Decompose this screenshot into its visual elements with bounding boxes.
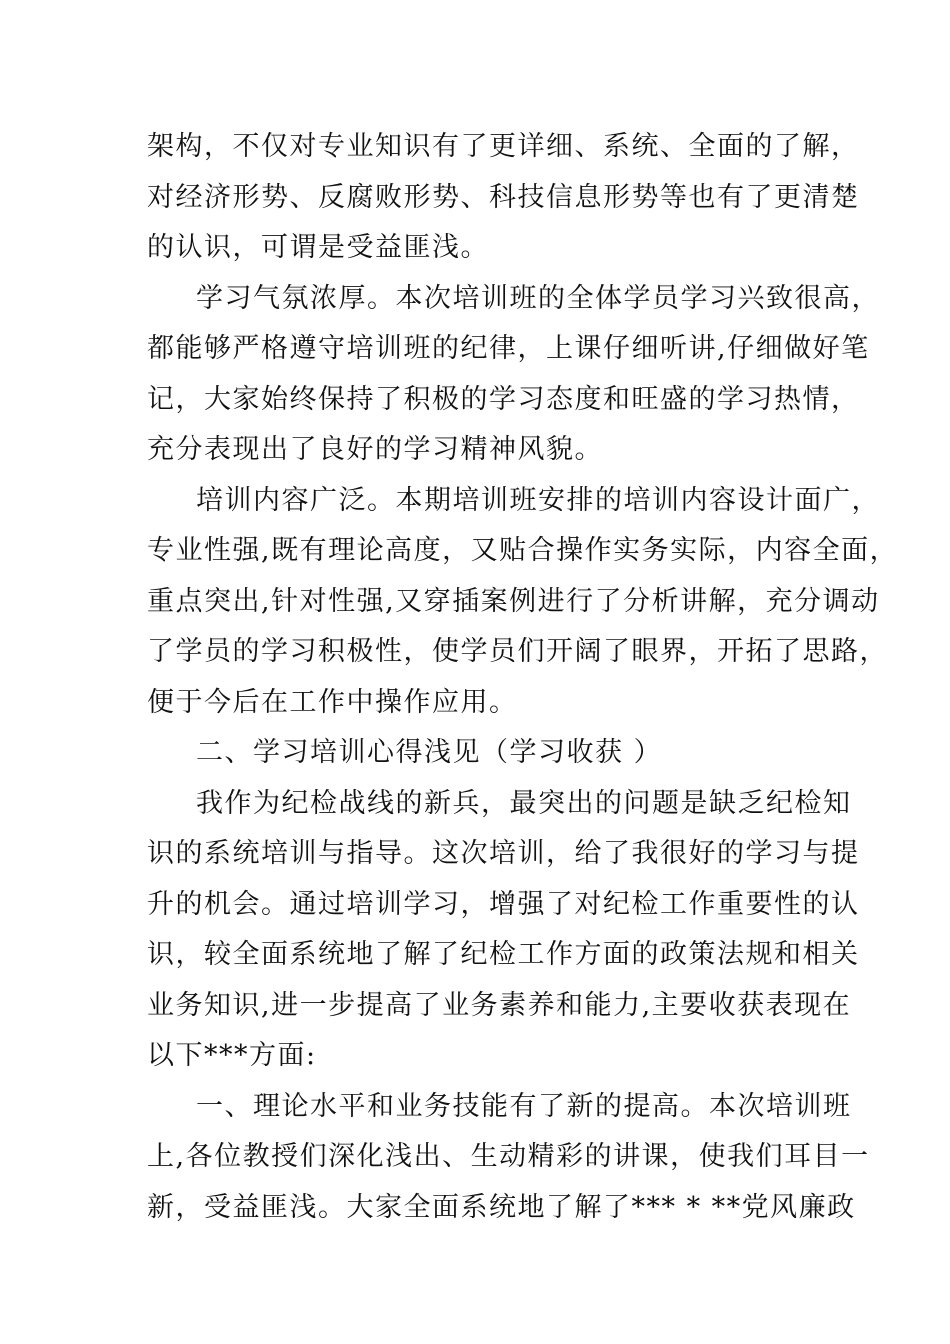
text-line: 记，大家始终保持了积极的学习态度和旺盛的学习热情， [147, 384, 860, 415]
paragraph-start-line: 学习气氛浓厚。本次培训班的全体学员学习兴致很高， [196, 283, 880, 314]
paragraph-start-line: 我作为纪检战线的新兵，最突出的问题是缺乏纪检知 [196, 788, 852, 819]
text-line: 上,各位教授们深化浅出、生动精彩的讲课，使我们耳目一 [147, 1141, 870, 1172]
text-line: 对经济形势、反腐败形势、科技信息形势等也有了更清楚 [147, 182, 860, 213]
text-line: 业务知识,进一步提高了业务素养和能力,主要收获表现在 [147, 990, 852, 1021]
paragraph-start-line: 一、理论水平和业务技能有了新的提高。本次培训班 [196, 1091, 852, 1122]
text-line: 充分表现出了良好的学习精神风貌。 [147, 434, 603, 465]
text-line: 识，较全面系统地了解了纪检工作方面的政策法规和相关 [147, 939, 860, 970]
paragraph-start-line: 培训内容广泛。本期培训班安排的培训内容设计面广， [196, 485, 880, 516]
text-line: 新，受益匪浅。大家全面系统地了解了*** * **党风廉政 [147, 1192, 856, 1223]
text-line: 了学员的学习积极性，使学员们开阔了眼界，开拓了思路， [147, 636, 888, 667]
text-line: 以下***方面: [147, 1040, 317, 1071]
text-line: 便于今后在工作中操作应用。 [147, 687, 518, 718]
text-line: 专业性强,既有理论高度，又贴合操作实务实际，内容全面， [147, 535, 899, 566]
text-line: 重点突出,针对性强,又穿插案例进行了分析讲解，充分调动 [147, 586, 880, 617]
text-line: 都能够严格遵守培训班的纪律，上课仔细听讲,仔细做好笔 [147, 333, 870, 364]
text-line: 架构，不仅对专业知识有了更详细、系统、全面的了解， [147, 131, 860, 162]
text-line: 识的系统培训与指导。这次培训，给了我很好的学习与提 [147, 838, 860, 869]
text-line: 升的机会。通过培训学习，增强了对纪检工作重要性的认 [147, 889, 860, 920]
text-line: 的认识，可谓是受益匪浅。 [147, 232, 489, 263]
section-heading: 二、学习培训心得浅见（学习收获 ） [196, 737, 663, 768]
